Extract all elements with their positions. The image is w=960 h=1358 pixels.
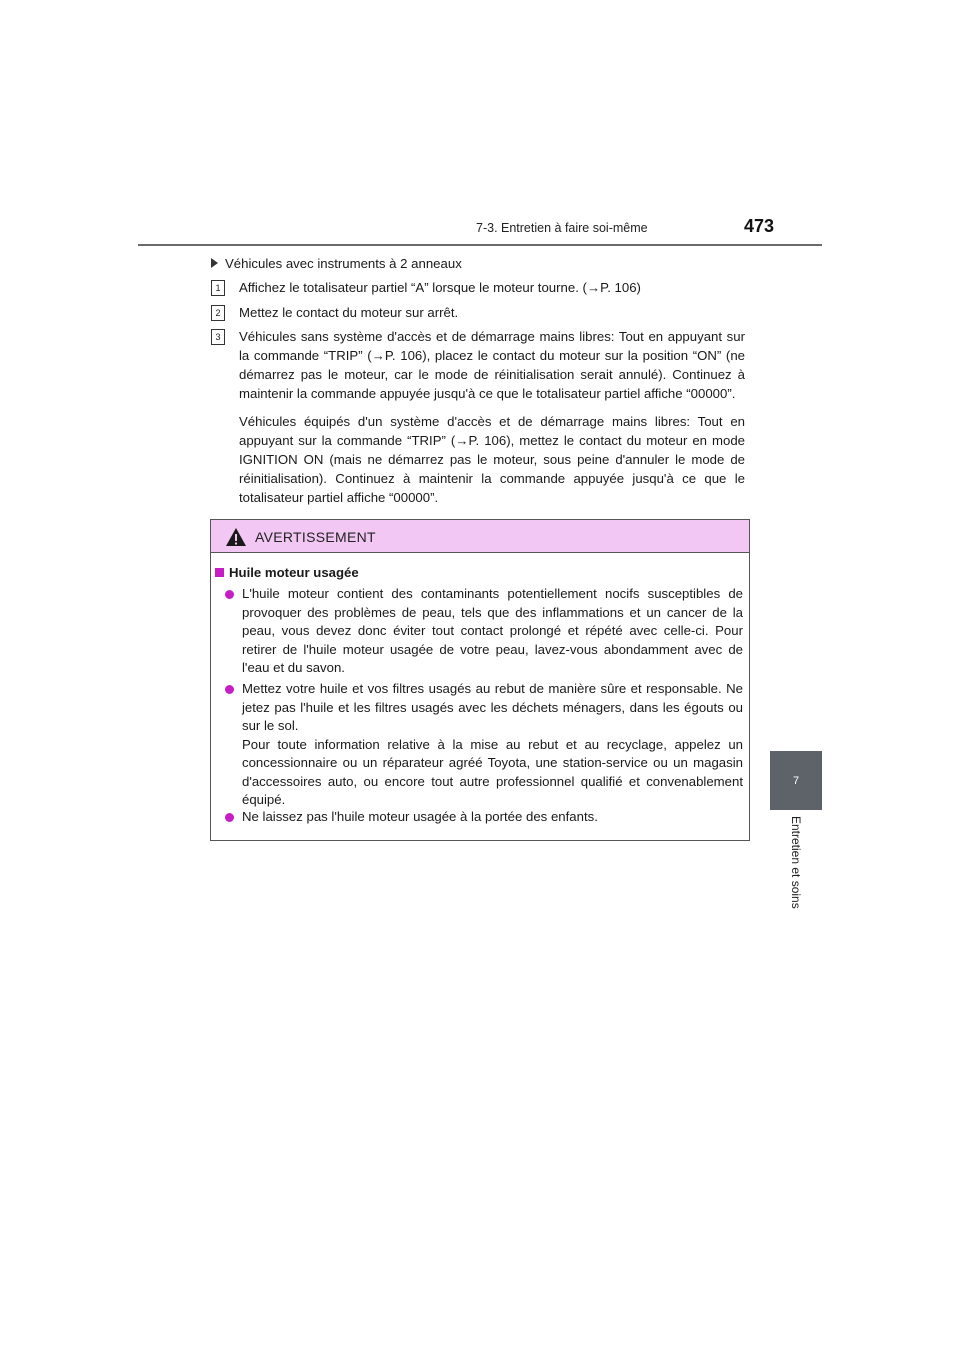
- warning-bullet-text: [242, 808, 743, 827]
- step-number-badge: 3: [211, 329, 225, 345]
- header-section-title: 7-3. Entretien à faire soi-même: [476, 221, 648, 235]
- step-paragraph: Véhicules équipés d'un système d'accès et de démarrage mains libres: Tout en appuyant sur la commande “TRIP” (→P. 106), mettez le contact du moteur en mode IGNITION ON (mais ne démarrez pas le moteur, sous peine d'annuler le mode de réinitialisation). Continuez à maintenir la commande appuyée jusqu'à ce que le totalisateur partiel affiche “00000”.: [239, 414, 745, 505]
- circle-bullet-icon: [225, 685, 234, 694]
- chapter-tab: [770, 751, 822, 810]
- warning-bullet-text: [242, 585, 743, 678]
- step-text: [239, 278, 745, 297]
- step-text: [239, 303, 745, 322]
- step-paragraph: Affichez le totalisateur partiel “A” lorsque le moteur tourne. (→P. 106): [239, 280, 641, 295]
- warning-box: [210, 519, 750, 841]
- bullet-paragraph: Ne laissez pas l'huile moteur usagée à la portée des enfants.: [242, 809, 598, 824]
- warning-bullet-text: [242, 680, 743, 810]
- header-divider: [138, 244, 822, 246]
- chapter-label: [770, 816, 822, 922]
- bullet-paragraph: Mettez votre huile et vos filtres usagés au rebut de manière sûre et responsable. Ne jetez pas l'huile et les filtres usagés avec les déchets ménagers, dans les égouts ou sur le sol.: [242, 681, 743, 733]
- page-number: 473: [744, 216, 775, 236]
- warning-triangle-icon: [225, 527, 247, 547]
- vehicle-line-text: Véhicules avec instruments à 2 anneaux: [225, 256, 462, 271]
- step-number-badge: 2: [211, 305, 225, 321]
- triangle-bullet-icon: [211, 258, 218, 268]
- circle-bullet-icon: [225, 590, 234, 599]
- bullet-paragraph: Pour toute information relative à la mise au rebut et au recyclage, appelez un concessionnaire ou un réparateur agréé Toyota, une station-service ou un magasin d'accessoires auto, ou encore tout autre professionnel qualifié et convenablement équipé.: [242, 736, 743, 807]
- warning-subheading-text: Huile moteur usagée: [229, 565, 359, 580]
- chapter-number: 7: [792, 774, 800, 787]
- step-number-badge: 1: [211, 280, 225, 296]
- step-paragraph: Mettez le contact du moteur sur arrêt.: [239, 305, 459, 320]
- circle-bullet-icon: [225, 813, 234, 822]
- warning-title: AVERTISSEMENT: [255, 529, 376, 545]
- warning-header: [211, 520, 749, 553]
- chapter-label-text: Entretien et soins: [789, 816, 803, 909]
- warning-subheading: [215, 564, 359, 583]
- square-bullet-icon: [215, 568, 224, 577]
- bullet-paragraph: L'huile moteur contient des contaminants potentiellement nocifs susceptibles de provoquer des problèmes de peau, tels que des inflammations et un cancer de la peau, vous devez donc éviter tout contact prolongé et répété avec celle-ci. Pour retirer de l'huile moteur usagée de votre peau, lavez-vous abondamment avec de l'eau et du savon.: [242, 586, 743, 675]
- step-paragraph: Véhicules sans système d'accès et de démarrage mains libres: Tout en appuyant sur la commande “TRIP” (→P. 106), placez le contact du moteur sur la position “ON” (ne démarrez pas le moteur, car le mode de réinitialisation serait annulé). Continuez à maintenir la commande appuyée jusqu'à ce que le totalisateur partiel affiche “00000”.: [239, 329, 745, 401]
- step-text: [239, 327, 745, 507]
